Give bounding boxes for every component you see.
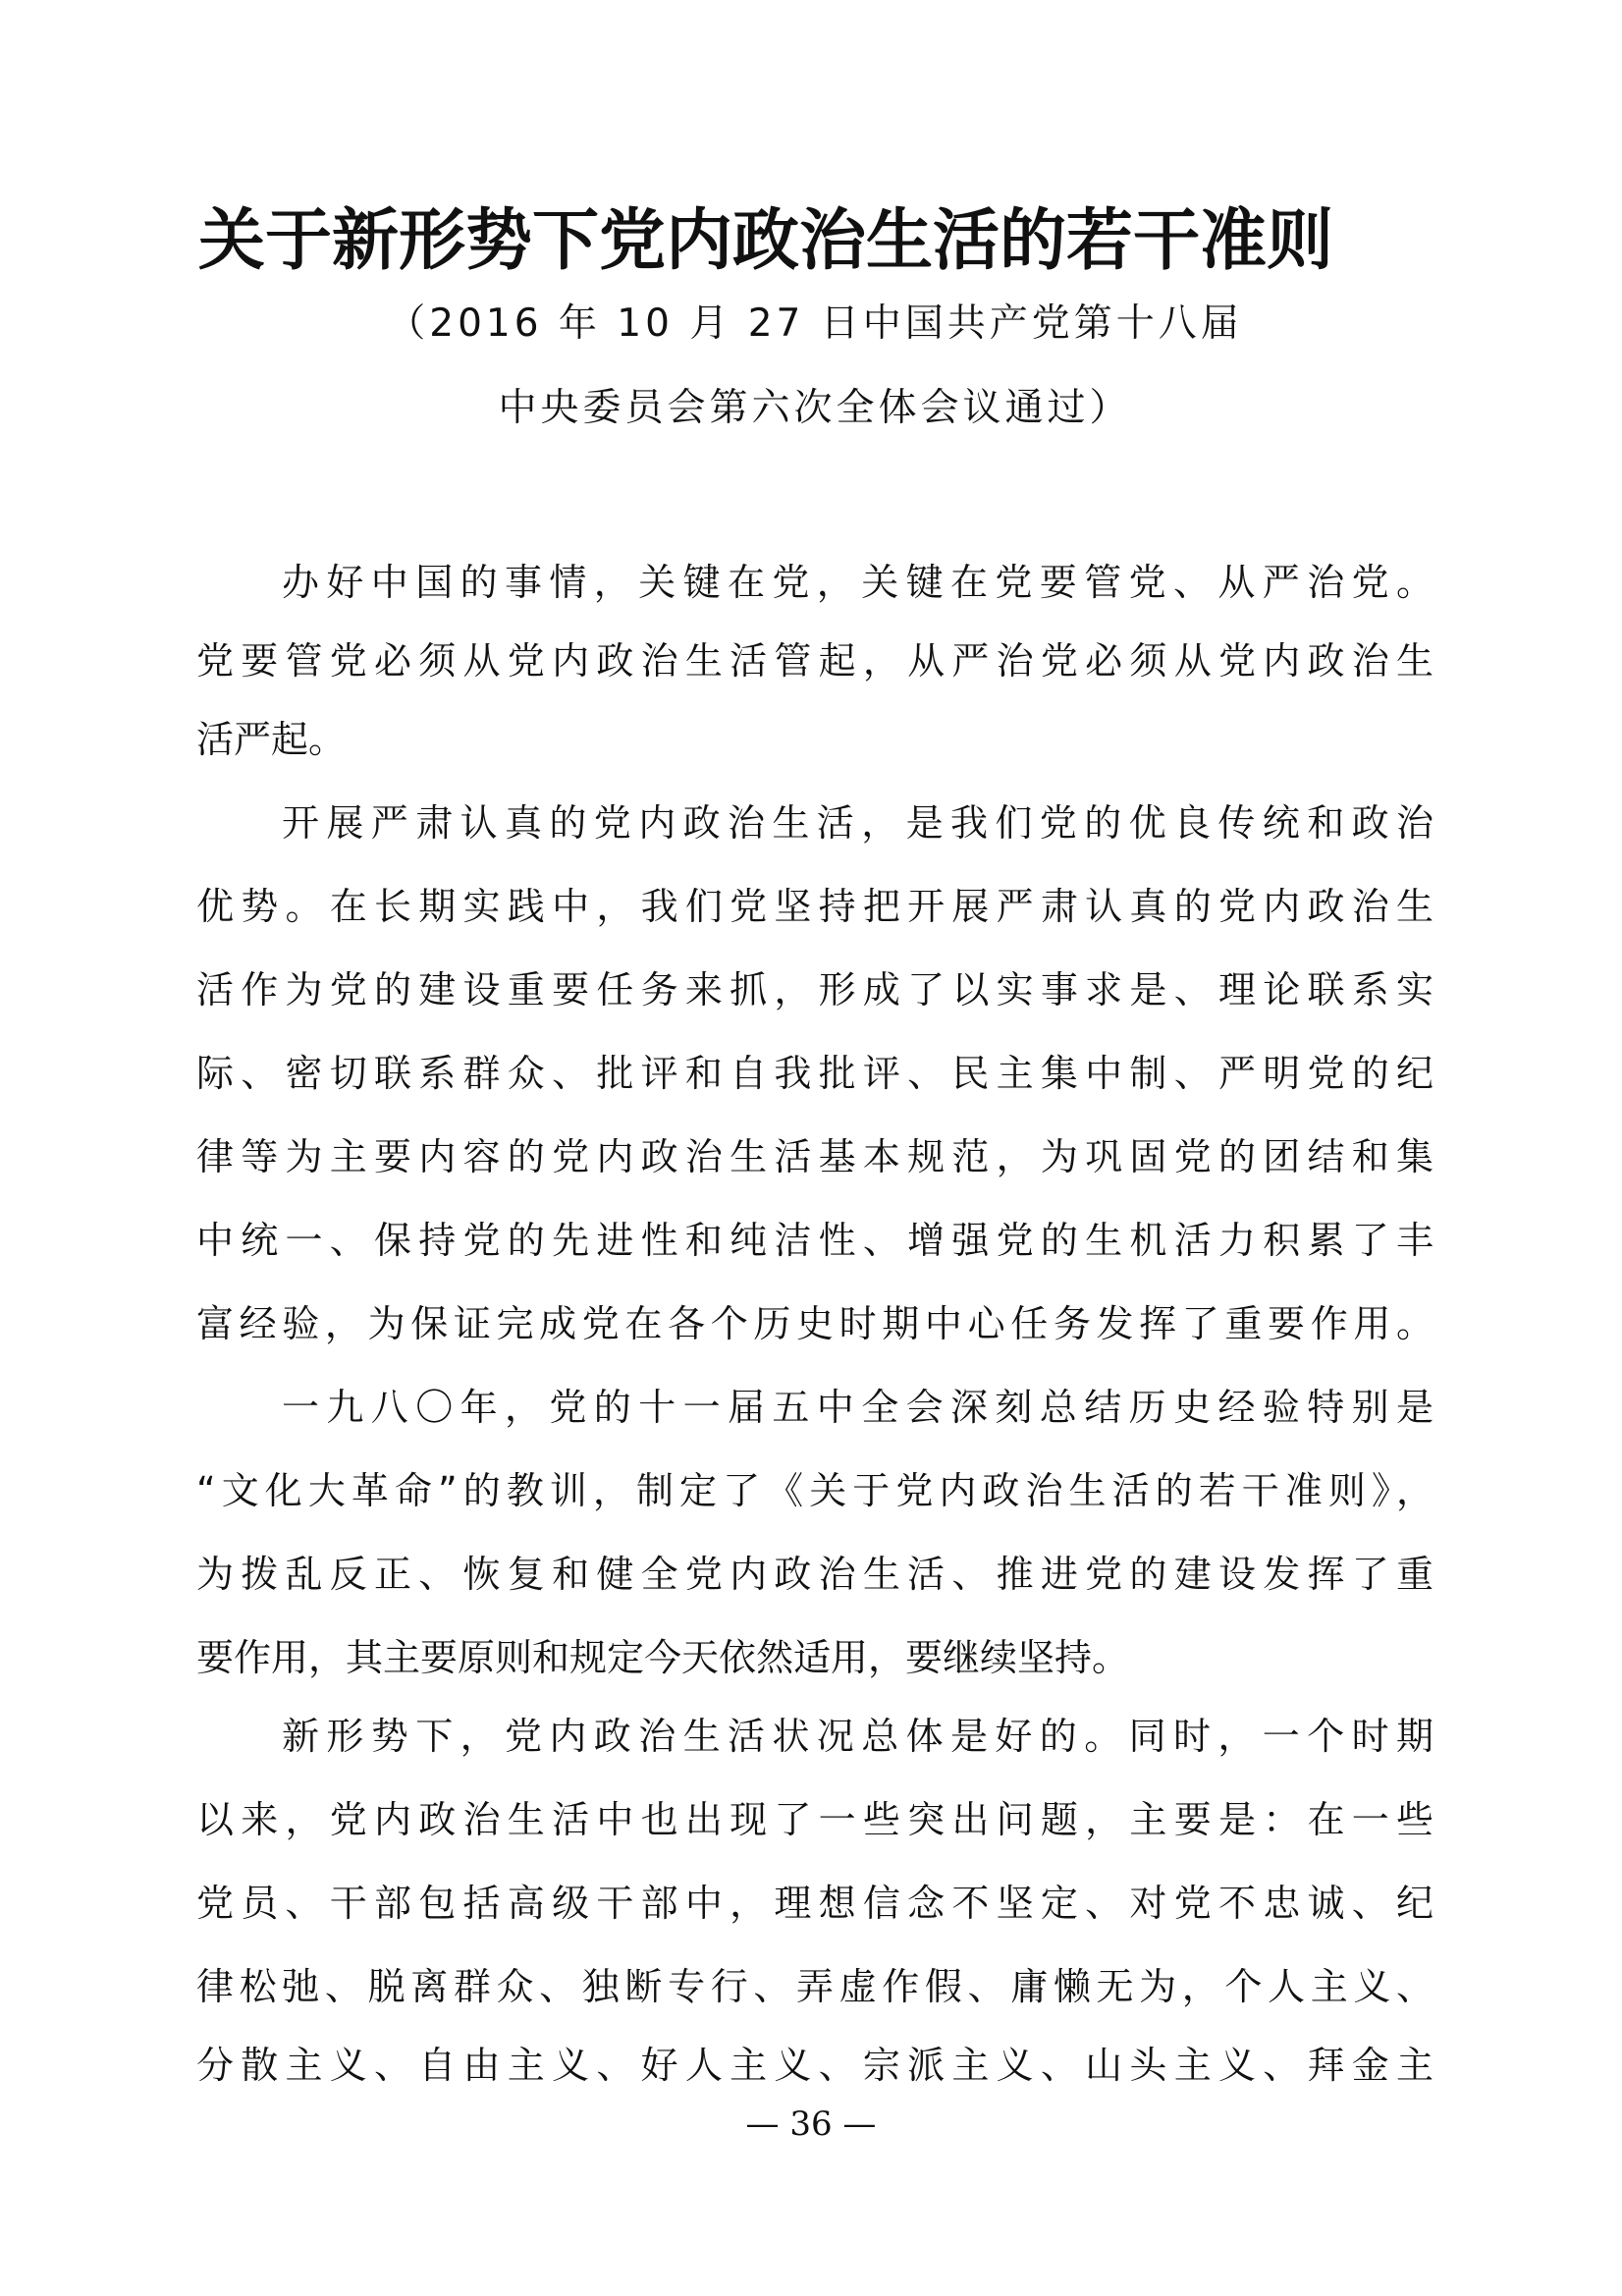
paragraph-4-line-3: 党员、干部包括高级干部中，理想信念不坚定、对党不忠诚、纪 xyxy=(196,1882,1433,1925)
paragraph-4-line-4: 律松弛、脱离群众、独断专行、弄虚作假、庸懒无为，个人主义、 xyxy=(196,1965,1433,2008)
paragraph-2-line-3: 活作为党的建设重要任务来抓，形成了以实事求是、理论联系实 xyxy=(196,968,1433,1011)
paragraph-3-line-3: 为拨乱反正、恢复和健全党内政治生活、推进党的建设发挥了重 xyxy=(196,1553,1433,1596)
paragraph-2-line-4: 际、密切联系群众、批评和自我批评、民主集中制、严明党的纪 xyxy=(196,1052,1433,1095)
paragraph-2-line-2: 优势。在长期实践中，我们党坚持把开展严肃认真的党内政治生 xyxy=(196,885,1433,928)
paragraph-4-line-1: 新形势下，党内政治生活状况总体是好的。同时，一个时期 xyxy=(282,1715,1433,1758)
paragraph-4-line-5: 分散主义、自由主义、好人主义、宗派主义、山头主义、拜金主 xyxy=(196,2044,1433,2087)
paragraph-1-line-1: 办好中国的事情，关键在党，关键在党要管党、从严治党。 xyxy=(282,561,1433,604)
paragraph-2-line-7: 富经验，为保证完成党在各个历史时期中心任务发挥了重要作用。 xyxy=(196,1302,1433,1345)
paragraph-3-line-1: 一九八〇年，党的十一届五中全会深刻总结历史经验特别是 xyxy=(282,1386,1433,1429)
paragraph-3-line-2: “文化大革命”的教训，制定了《关于党内政治生活的若干准则》， xyxy=(196,1469,1433,1512)
paragraph-2-line-6: 中统一、保持党的先进性和纯洁性、增强党的生机活力积累了丰 xyxy=(196,1219,1433,1262)
paragraph-2-line-1: 开展严肃认真的党内政治生活，是我们党的优良传统和政治 xyxy=(282,801,1433,845)
paragraph-1-line-3: 活严起。 xyxy=(196,718,347,761)
paragraph-4-line-2: 以来，党内政治生活中也出现了一些突出问题，主要是：在一些 xyxy=(196,1798,1433,1841)
document-title: 关于新形势下党内政治生活的若干准则 xyxy=(197,201,1333,280)
page-number: — 36 — xyxy=(745,2105,877,2144)
paragraph-3-line-4: 要作用，其主要原则和规定今天依然适用，要继续坚持。 xyxy=(196,1636,1130,1679)
paragraph-2-line-5: 律等为主要内容的党内政治生活基本规范，为巩固党的团结和集 xyxy=(196,1135,1433,1178)
subtitle-line-1: （2016 年 10 月 27 日中国共产党第十八届 xyxy=(387,301,1243,346)
subtitle-line-2: 中央委员会第六次全体会议通过） xyxy=(498,386,1132,430)
paragraph-1-line-2: 党要管党必须从党内政治生活管起，从严治党必须从党内政治生 xyxy=(196,639,1433,683)
